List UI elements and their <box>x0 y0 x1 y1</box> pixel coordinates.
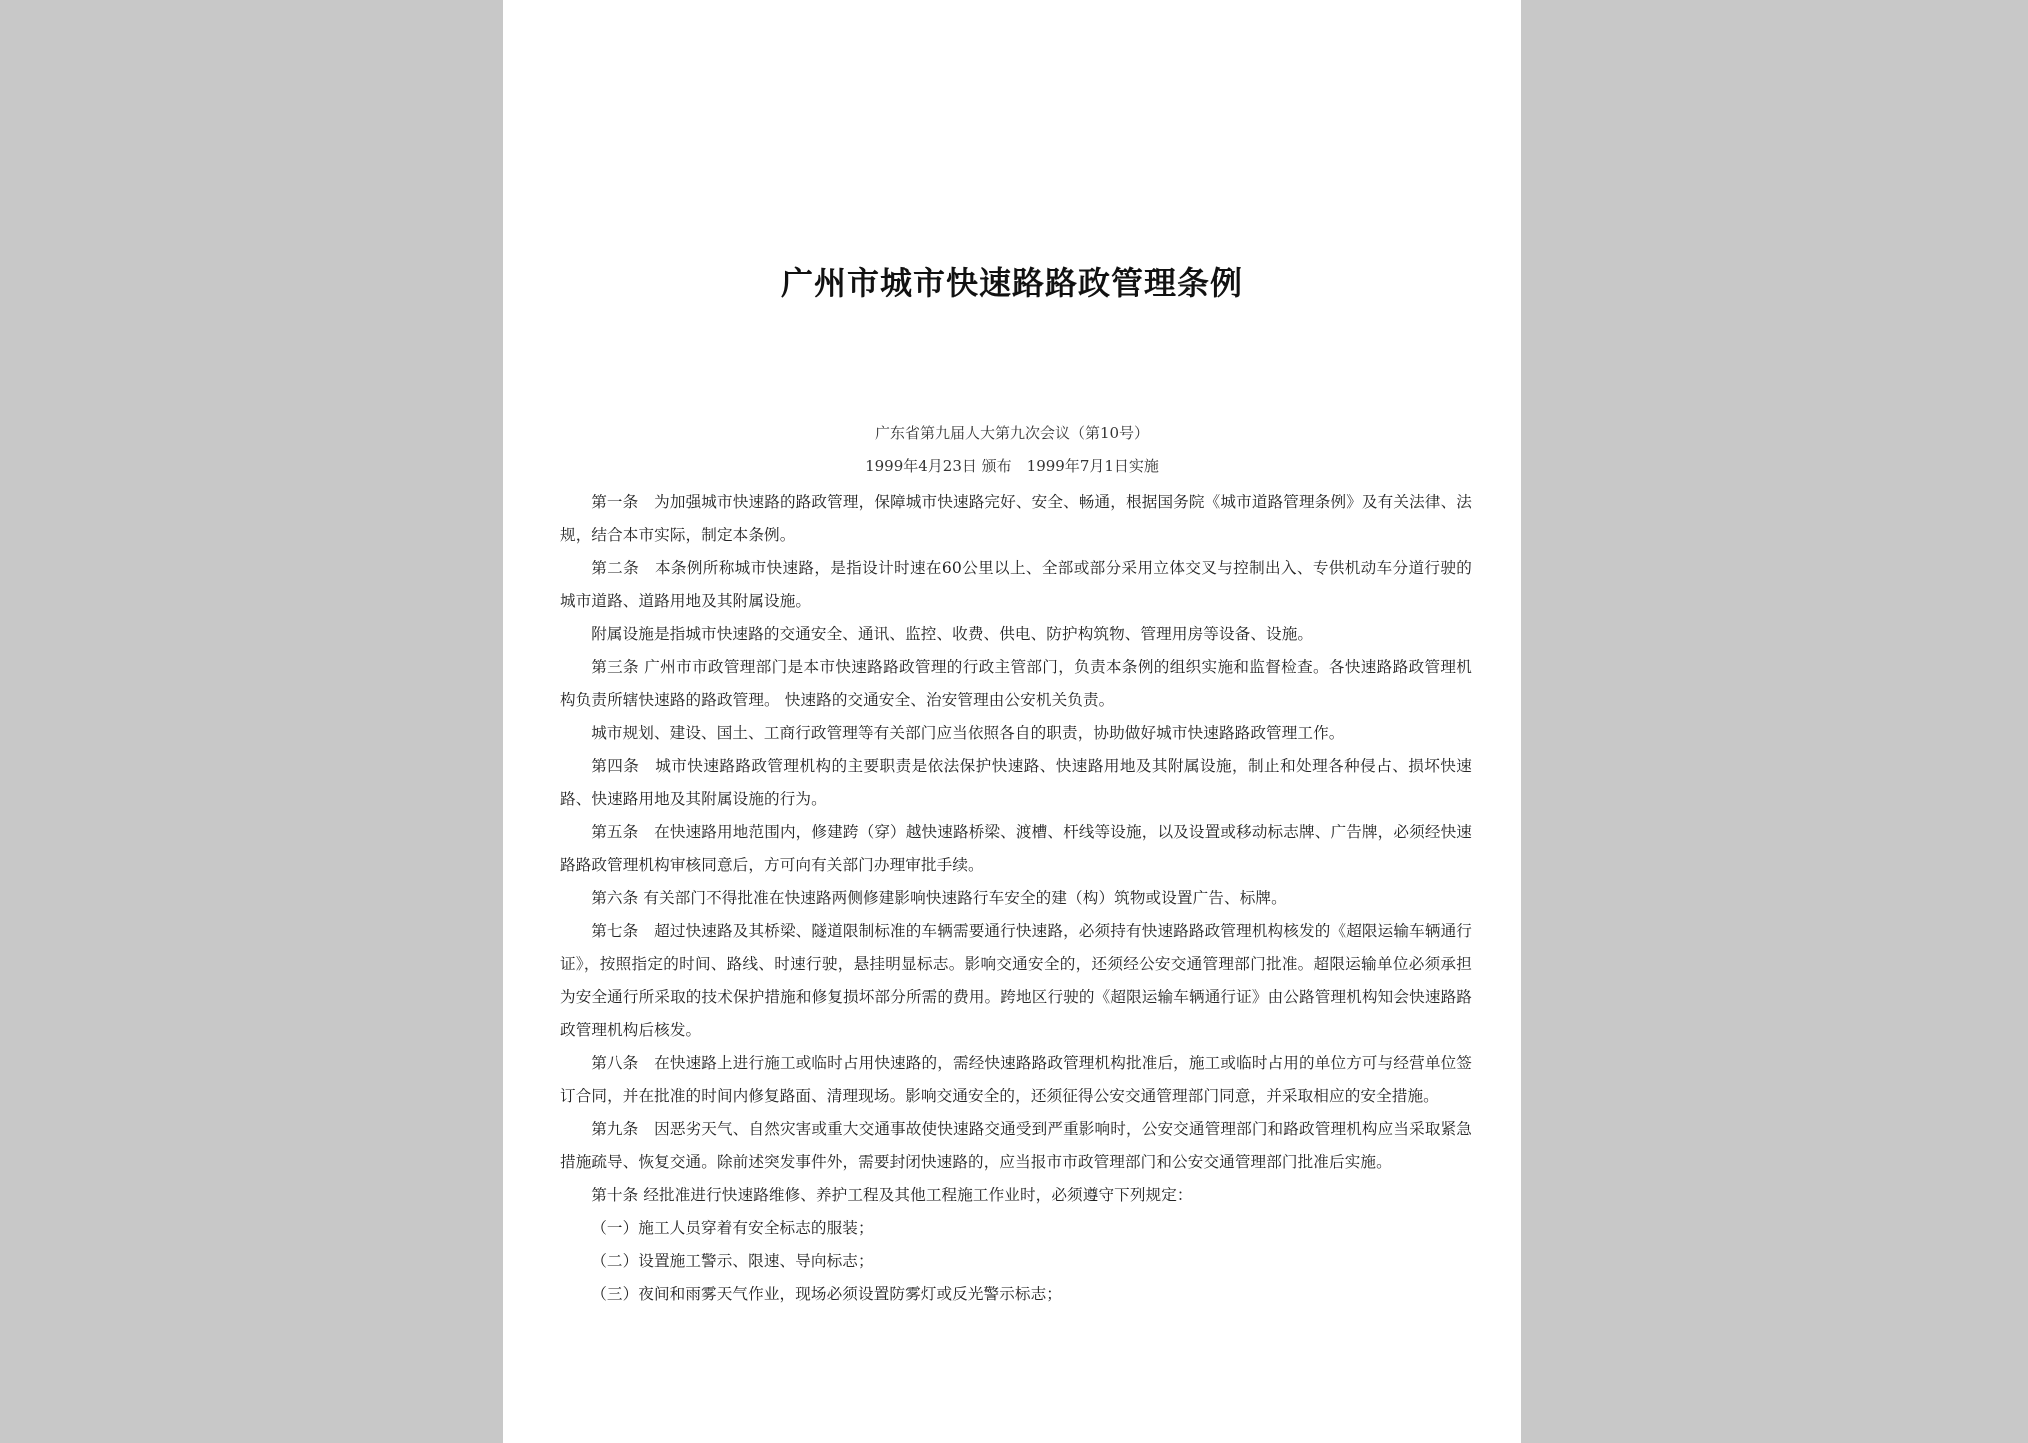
paragraph-article-9: 第九条 因恶劣天气、自然灾害或重大交通事故使快速路交通受到严重影响时，公安交通管理部门和路政管理机构应当采取紧急措施疏导、恢复交通。除前述突发事件外，需要封闭快速路的，应当报市市政管理部门和公安交通管理部门批准后实施。 <box>560 1120 1472 1171</box>
paragraph-article-10: 第十条 经批准进行快速路维修、养护工程及其他工程施工作业时，必须遵守下列规定： <box>591 1186 1193 1204</box>
paragraph-article-5: 第五条 在快速路用地范围内，修建跨（穿）越快速路桥梁、渡槽、杆线等设施，以及设置或移动标志牌、广告牌，必须经快速路路政管理机构审核同意后，方可向有关部门办理审批手续。 <box>560 823 1472 874</box>
paragraph-article-3-cooperation: 城市规划、建设、国土、工商行政管理等有关部门应当依照各自的职责，协助做好城市快速路路政管理工作。 <box>591 724 1345 742</box>
document-title: 广州市城市快速路路政管理条例 <box>780 264 1243 302</box>
paragraph-article-1: 第一条 为加强城市快速路的路政管理，保障城市快速路完好、安全、畅通，根据国务院《城市道路管理条例》及有关法律、法规，结合本市实际，制定本条例。 <box>560 493 1472 544</box>
paragraph-article-2: 第二条 本条例所称城市快速路，是指设计时速在60公里以上、全部或部分采用立体交叉与控制出入、专供机动车分道行驶的城市道路、道路用地及其附属设施。 <box>560 559 1472 610</box>
paragraph-article-6: 第六条 有关部门不得批准在快速路两侧修建影响快速路行车安全的建（构）筑物或设置广告、标牌。 <box>591 889 1287 907</box>
issuer-line: 广东省第九届人大第九次会议（第10号） <box>874 424 1150 442</box>
document-page <box>503 0 1521 1443</box>
list-item-1: （一）施工人员穿着有安全标志的服装； <box>591 1219 874 1237</box>
paragraph-article-3: 第三条 广州市市政管理部门是本市快速路路政管理的行政主管部门，负责本条例的组织实施和监督检查。各快速路路政管理机构负责所辖快速路的路政管理。 快速路的交通安全、治安管理由公安机关负责。 <box>560 658 1472 709</box>
paragraph-article-4: 第四条 城市快速路路政管理机构的主要职责是依法保护快速路、快速路用地及其附属设施，制止和处理各种侵占、损坏快速路、快速路用地及其附属设施的行为。 <box>560 757 1472 808</box>
list-item-3: （三）夜间和雨雾天气作业，现场必须设置防雾灯或反光警示标志； <box>591 1285 1063 1303</box>
dates-line: 1999年4月23日 颁布 1999年7月1日实施 <box>865 457 1159 475</box>
list-item-2: （二）设置施工警示、限速、导向标志； <box>591 1252 874 1270</box>
document-body <box>560 486 1472 1311</box>
paragraph-article-2-facilities: 附属设施是指城市快速路的交通安全、通讯、监控、收费、供电、防护构筑物、管理用房等设备、设施。 <box>591 625 1314 643</box>
paragraph-article-7: 第七条 超过快速路及其桥梁、隧道限制标准的车辆需要通行快速路，必须持有快速路路政管理机构核发的《超限运输车辆通行证》，按照指定的时间、路线、时速行驶，悬挂明显标志。影响交通安全的，还须经公安交通管理部门批准。超限运输单位必须承担为安全通行所采取的技术保护措施和修复损坏部分所需的费用。跨地区行驶的《超限运输车辆通行证》由公路管理机构知会快速路路政管理机构后核发。 <box>560 922 1472 1039</box>
paragraph-article-8: 第八条 在快速路上进行施工或临时占用快速路的，需经快速路路政管理机构批准后，施工或临时占用的单位方可与经营单位签订合同，并在批准的时间内修复路面、清理现场。影响交通安全的，还须征得公安交通管理部门同意，并采取相应的安全措施。 <box>560 1054 1472 1105</box>
